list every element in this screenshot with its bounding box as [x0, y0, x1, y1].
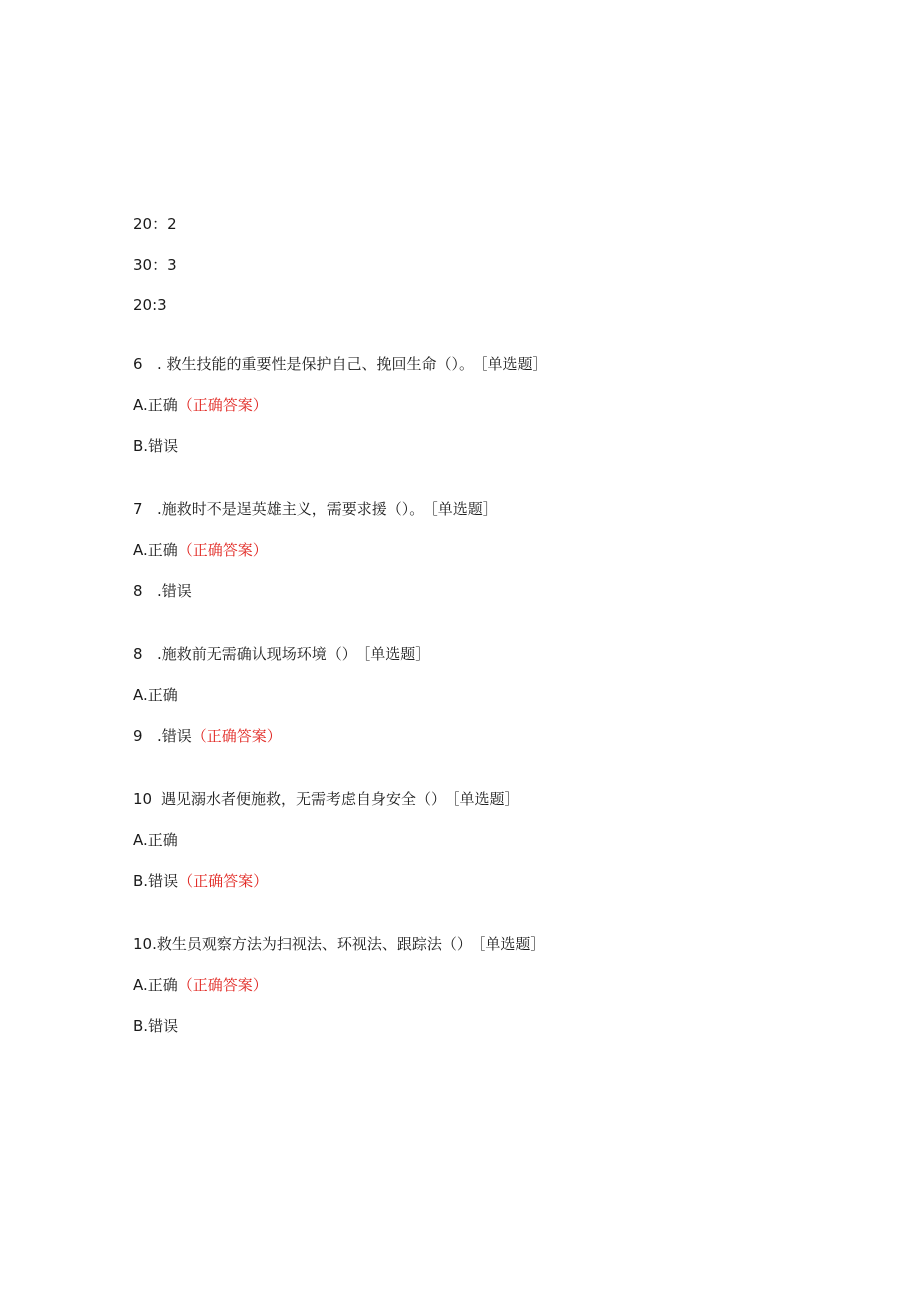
option-line	[133, 726, 282, 746]
correct-answer-marker: （正确答案）	[177, 976, 268, 994]
option-text: 错误	[148, 872, 179, 890]
question-number: 7	[133, 500, 143, 518]
option-text: 错误	[148, 1017, 179, 1035]
option-text: .错误	[157, 582, 192, 600]
question-text: 救生员观察方法为扫视法、环视法、跟踪法（）	[156, 935, 472, 953]
option-label: A.	[133, 686, 148, 704]
option-line	[133, 685, 178, 705]
question-title	[133, 789, 520, 809]
question-text: .施救前无需确认现场环境（）	[157, 645, 357, 663]
option-line	[133, 975, 268, 995]
question-type: ［单选题］	[452, 790, 520, 808]
option-label: B.	[133, 1017, 149, 1035]
option-line	[133, 214, 177, 234]
option-text: .错误	[157, 727, 192, 745]
question-title	[133, 354, 548, 374]
option-text: 正确	[147, 686, 178, 704]
option-label: A.	[133, 831, 148, 849]
option-label: A.	[133, 976, 148, 994]
option-text: 错误	[148, 437, 179, 455]
option-line	[133, 1016, 178, 1036]
correct-answer-marker: （正确答案）	[191, 727, 282, 745]
question-text: 遇见溺水者便施救，无需考虑自身安全（）	[161, 790, 447, 808]
question-number: 10.	[133, 935, 157, 953]
option-line	[133, 255, 177, 275]
question-text: .施救时不是逞英雄主义，需要求援（）。	[157, 500, 425, 518]
option-line	[133, 295, 167, 315]
question-title	[133, 934, 545, 954]
option-line	[133, 540, 268, 560]
question-type: ［单选题］	[480, 355, 548, 373]
question-type: ［单选题］	[477, 935, 546, 953]
option-text: 正确	[147, 976, 178, 994]
option-text: 正确	[147, 541, 178, 559]
option-label: 8	[133, 582, 143, 600]
option-text: 正确	[147, 831, 178, 849]
option-line	[133, 830, 178, 850]
option-text: 20：2	[133, 215, 177, 233]
question-number: 6	[133, 355, 143, 373]
correct-answer-marker: （正确答案）	[178, 872, 269, 890]
option-line	[133, 581, 192, 601]
question-title	[133, 499, 498, 519]
question-text: . 救生技能的重要性是保护自己、挽回生命（）。	[157, 355, 475, 373]
question-type: ［单选题］	[430, 500, 498, 518]
option-text: 20:3	[133, 296, 167, 314]
question-number: 8	[133, 645, 143, 663]
option-line	[133, 395, 268, 415]
correct-answer-marker: （正确答案）	[177, 541, 268, 559]
question-title	[133, 644, 430, 664]
question-type: ［单选题］	[362, 645, 431, 663]
option-label: B.	[133, 872, 149, 890]
question-number: 10	[133, 790, 153, 808]
option-line	[133, 436, 178, 456]
option-label: A.	[133, 541, 148, 559]
option-text: 正确	[147, 396, 178, 414]
option-line	[133, 871, 268, 891]
correct-answer-marker: （正确答案）	[177, 396, 268, 414]
option-label: 9	[133, 727, 143, 745]
option-label: B.	[133, 437, 149, 455]
option-label: A.	[133, 396, 148, 414]
option-text: 30：3	[133, 256, 177, 274]
